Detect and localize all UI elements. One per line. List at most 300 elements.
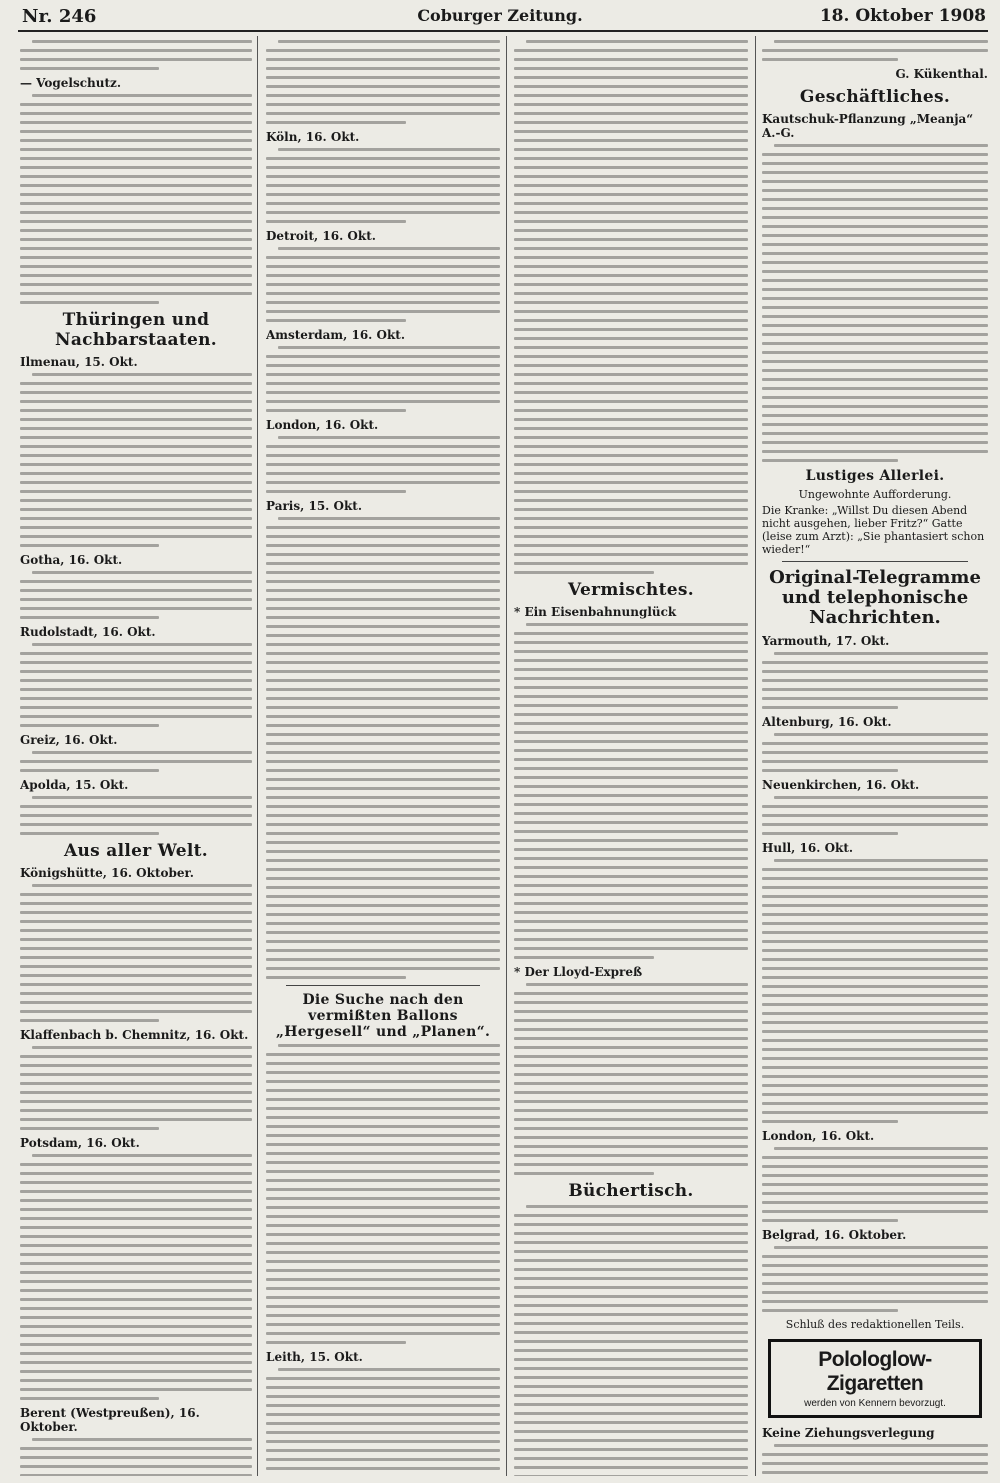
text-line xyxy=(266,607,500,610)
text-line xyxy=(20,238,252,241)
text-line xyxy=(762,1309,898,1312)
text-line xyxy=(514,902,748,905)
text-line xyxy=(266,868,500,871)
text-line xyxy=(20,283,252,286)
text-line xyxy=(762,1219,898,1222)
place-dateline: Altenburg, 16. Okt. xyxy=(762,715,892,729)
text-line xyxy=(266,787,500,790)
text-line xyxy=(514,130,748,133)
text-line xyxy=(20,1091,252,1094)
text-line xyxy=(514,517,748,520)
text-line xyxy=(514,94,748,97)
text-line xyxy=(266,85,500,88)
text-line xyxy=(20,409,252,412)
text-line xyxy=(266,58,500,61)
text-line xyxy=(266,301,500,304)
text-line xyxy=(514,508,748,511)
text-line xyxy=(526,623,748,626)
place-dateline: Belgrad, 16. Oktober. xyxy=(762,1228,907,1242)
text-line xyxy=(20,832,159,835)
text-line xyxy=(762,351,988,354)
text-line xyxy=(32,571,252,574)
text-line xyxy=(20,130,252,133)
text-line xyxy=(514,292,748,295)
text-line xyxy=(762,670,988,673)
text-line xyxy=(20,418,252,421)
signature: G. Kükenthal. xyxy=(895,67,988,81)
text-line xyxy=(20,706,252,709)
text-line xyxy=(32,884,252,887)
text-line xyxy=(20,893,252,896)
text-line xyxy=(20,1073,252,1076)
joke-text: Die Kranke: „Willst Du diesen Abend nicht ausgehen, lieber Fritz?“ Gatte (leise zum Arzt): „Sie phantasiert schon wieder!“ xyxy=(762,504,985,556)
text-line xyxy=(266,355,500,358)
text-line xyxy=(20,661,252,664)
text-line xyxy=(514,310,748,313)
text-line xyxy=(514,893,748,896)
text-line xyxy=(514,1268,748,1271)
text-line xyxy=(514,1295,748,1298)
text-line xyxy=(514,1394,748,1397)
text-line xyxy=(514,857,748,860)
text-line xyxy=(266,670,500,673)
text-line xyxy=(266,202,500,205)
text-line xyxy=(20,148,252,151)
text-line xyxy=(514,328,748,331)
column-1 xyxy=(20,36,252,1476)
text-line xyxy=(762,189,988,192)
text-line xyxy=(20,1001,252,1004)
text-block xyxy=(20,884,252,1022)
text-line xyxy=(266,310,500,313)
text-line xyxy=(20,1010,252,1013)
text-line xyxy=(514,148,748,151)
text-line xyxy=(266,1053,500,1056)
divider xyxy=(782,561,968,562)
text-line xyxy=(266,184,500,187)
text-line xyxy=(514,740,748,743)
text-line xyxy=(20,67,159,70)
text-line xyxy=(20,265,252,268)
text-line xyxy=(514,758,748,761)
text-line xyxy=(514,1358,748,1361)
text-line xyxy=(514,1109,748,1112)
text-line xyxy=(762,1120,898,1123)
text-line xyxy=(514,1172,654,1175)
text-line xyxy=(774,733,988,736)
text-line xyxy=(514,454,748,457)
text-line xyxy=(266,103,500,106)
text-line xyxy=(266,931,500,934)
text-block xyxy=(762,1444,988,1476)
text-line xyxy=(266,823,500,826)
text-line xyxy=(266,382,500,385)
text-line xyxy=(266,463,500,466)
column-4 xyxy=(762,36,988,1476)
text-line xyxy=(514,238,748,241)
text-line xyxy=(762,1453,988,1456)
text-line xyxy=(762,405,988,408)
text-line xyxy=(266,850,500,853)
text-line xyxy=(20,902,252,905)
text-line xyxy=(526,40,748,43)
text-line xyxy=(762,171,988,174)
text-line xyxy=(762,931,988,934)
text-line xyxy=(514,346,748,349)
text-line xyxy=(514,1349,748,1352)
text-line xyxy=(762,1174,988,1177)
place-dateline: Greiz, 16. Okt. xyxy=(20,733,118,747)
text-block xyxy=(266,40,500,124)
text-line xyxy=(266,1224,500,1227)
text-line xyxy=(266,580,500,583)
text-line xyxy=(266,1323,500,1326)
text-line xyxy=(514,938,748,941)
text-line xyxy=(762,432,988,435)
text-line xyxy=(514,49,748,52)
text-line xyxy=(20,49,252,52)
section-aus-aller-welt: Aus aller Welt. xyxy=(64,841,208,861)
text-line xyxy=(266,859,500,862)
text-line xyxy=(514,1223,748,1226)
text-line xyxy=(762,1165,988,1168)
text-line xyxy=(514,1163,748,1166)
section-geschaeftliches: Geschäftliches. xyxy=(799,87,951,107)
text-line xyxy=(266,661,500,664)
text-line xyxy=(32,1154,252,1157)
text-line xyxy=(32,1046,252,1049)
place-dateline: London, 16. Okt. xyxy=(762,1129,875,1143)
text-line xyxy=(514,1214,748,1217)
text-line xyxy=(266,832,500,835)
text-line xyxy=(514,1475,748,1476)
text-line xyxy=(514,166,748,169)
text-line xyxy=(266,274,500,277)
text-line xyxy=(266,1296,500,1299)
text-line xyxy=(514,1046,748,1049)
text-line xyxy=(20,715,252,718)
text-line xyxy=(20,938,252,941)
text-line xyxy=(20,1109,252,1112)
text-line xyxy=(762,1264,988,1267)
text-line xyxy=(514,839,748,842)
text-line xyxy=(266,1188,500,1191)
text-line xyxy=(266,1071,500,1074)
text-line xyxy=(20,1271,252,1274)
text-line xyxy=(514,803,748,806)
text-line xyxy=(20,1370,252,1373)
text-line xyxy=(20,769,159,772)
text-line xyxy=(514,337,748,340)
text-line xyxy=(20,544,159,547)
text-line xyxy=(266,706,500,709)
text-line xyxy=(20,652,252,655)
text-line xyxy=(266,1440,500,1443)
text-line xyxy=(514,1019,748,1022)
text-line xyxy=(514,722,748,725)
text-line xyxy=(266,112,500,115)
place-dateline: Klaffenbach b. Chemnitz, 16. Okt. xyxy=(20,1028,249,1042)
text-line xyxy=(514,1055,748,1058)
text-line xyxy=(20,1474,252,1476)
text-line xyxy=(20,436,252,439)
text-line xyxy=(20,1190,252,1193)
place-dateline: Köln, 16. Okt. xyxy=(266,130,360,144)
text-line xyxy=(762,976,988,979)
text-line xyxy=(266,1116,500,1119)
text-line xyxy=(266,1305,500,1308)
text-line xyxy=(266,769,500,772)
text-line xyxy=(762,913,988,916)
text-line xyxy=(20,1199,252,1202)
text-line xyxy=(20,805,252,808)
text-line xyxy=(20,166,252,169)
text-line xyxy=(762,288,988,291)
text-line xyxy=(514,659,748,662)
text-block xyxy=(762,40,988,61)
text-line xyxy=(20,598,252,601)
text-line xyxy=(514,499,748,502)
text-line xyxy=(20,1397,159,1400)
text-line xyxy=(762,342,988,345)
text-line xyxy=(20,1334,252,1337)
text-line xyxy=(514,400,748,403)
text-line xyxy=(762,1255,988,1258)
text-line xyxy=(266,1386,500,1389)
text-line xyxy=(266,949,500,952)
text-line xyxy=(762,378,988,381)
text-line xyxy=(20,1280,252,1283)
text-line xyxy=(762,387,988,390)
text-line xyxy=(774,652,988,655)
place-dateline: Leith, 15. Okt. xyxy=(266,1350,363,1364)
text-line xyxy=(266,796,500,799)
text-line xyxy=(20,688,252,691)
text-line xyxy=(514,427,748,430)
text-line xyxy=(514,409,748,412)
text-line xyxy=(762,1093,988,1096)
text-block xyxy=(20,571,252,619)
text-line xyxy=(20,1325,252,1328)
text-line xyxy=(266,1107,500,1110)
text-line xyxy=(762,1462,988,1465)
text-line xyxy=(20,472,252,475)
text-line xyxy=(266,598,500,601)
text-line xyxy=(20,292,252,295)
text-line xyxy=(266,175,500,178)
masthead xyxy=(0,0,1000,28)
text-line xyxy=(762,895,988,898)
text-line xyxy=(762,868,988,871)
text-line xyxy=(762,1201,988,1204)
text-line xyxy=(266,1287,500,1290)
text-line xyxy=(20,121,252,124)
text-line xyxy=(20,1244,252,1247)
text-line xyxy=(514,1439,748,1442)
text-line xyxy=(762,1003,988,1006)
text-line xyxy=(266,1251,500,1254)
text-line xyxy=(20,445,252,448)
text-line xyxy=(20,589,252,592)
text-block xyxy=(20,643,252,727)
text-line xyxy=(266,1377,500,1380)
text-line xyxy=(266,67,500,70)
text-line xyxy=(32,751,252,754)
text-line xyxy=(514,830,748,833)
text-line xyxy=(266,1395,500,1398)
text-line xyxy=(514,1145,748,1148)
text-line xyxy=(514,67,748,70)
text-line xyxy=(774,1246,988,1249)
text-line xyxy=(762,1048,988,1051)
text-line xyxy=(762,423,988,426)
text-line xyxy=(514,866,748,869)
text-line xyxy=(514,1421,748,1424)
text-line xyxy=(20,274,252,277)
text-line xyxy=(266,688,500,691)
item-heading: * Ein Eisenbahnunglück xyxy=(514,605,677,619)
text-line xyxy=(762,1192,988,1195)
text-line xyxy=(762,297,988,300)
company-name: Kautschuk-Pflanzung „Meanja“ A.-G. xyxy=(762,112,974,140)
text-line xyxy=(266,1089,500,1092)
text-line xyxy=(266,211,500,214)
text-block xyxy=(514,1205,748,1476)
text-line xyxy=(514,445,748,448)
text-line xyxy=(514,1241,748,1244)
text-line xyxy=(514,1322,748,1325)
text-line xyxy=(514,526,748,529)
text-line xyxy=(514,767,748,770)
text-line xyxy=(762,58,898,61)
text-line xyxy=(20,184,252,187)
text-line xyxy=(514,1313,748,1316)
text-line xyxy=(514,650,748,653)
text-line xyxy=(266,1341,406,1344)
text-line xyxy=(514,668,748,671)
ad-brand: Polologlow-Zigaretten xyxy=(818,1348,932,1395)
text-line xyxy=(20,1352,252,1355)
text-line xyxy=(266,814,500,817)
text-line xyxy=(20,965,252,968)
text-line xyxy=(266,1458,500,1461)
text-line xyxy=(762,814,988,817)
text-block xyxy=(514,40,748,574)
text-line xyxy=(266,1278,500,1281)
place-dateline: Apolda, 15. Okt. xyxy=(20,778,129,792)
place-dateline: Königshütte, 16. Oktober. xyxy=(20,866,194,880)
text-block xyxy=(762,796,988,835)
place-dateline: Yarmouth, 17. Okt. xyxy=(762,634,890,648)
text-line xyxy=(20,697,252,700)
text-line xyxy=(514,794,748,797)
text-line xyxy=(266,877,500,880)
text-line xyxy=(20,229,252,232)
text-line xyxy=(266,283,500,286)
text-line xyxy=(266,193,500,196)
text-line xyxy=(762,1156,988,1159)
text-line xyxy=(514,1250,748,1253)
text-line xyxy=(278,1368,500,1371)
text-line xyxy=(266,472,500,475)
text-line xyxy=(762,252,988,255)
text-line xyxy=(266,220,406,223)
text-line xyxy=(266,922,500,925)
text-line xyxy=(20,256,252,259)
text-block xyxy=(266,247,500,322)
text-line xyxy=(762,459,898,462)
text-line xyxy=(20,947,252,950)
text-line xyxy=(762,1291,988,1294)
text-line xyxy=(514,1259,748,1262)
text-line xyxy=(514,1127,748,1130)
place-dateline: Berent (Westpreußen), 16. Oktober. xyxy=(20,1406,200,1434)
text-line xyxy=(20,1181,252,1184)
text-line xyxy=(20,1172,252,1175)
text-block xyxy=(266,1044,500,1344)
text-line xyxy=(266,445,500,448)
text-line xyxy=(266,1260,500,1263)
text-line xyxy=(514,695,748,698)
text-line xyxy=(762,877,988,880)
text-line xyxy=(20,983,252,986)
text-line xyxy=(266,778,500,781)
text-line xyxy=(20,193,252,196)
lottery-heading: Keine Ziehungsverlegung xyxy=(762,1426,935,1440)
text-line xyxy=(514,256,748,259)
text-block xyxy=(266,346,500,412)
text-line xyxy=(266,490,406,493)
section-buechertisch: Büchertisch. xyxy=(568,1181,694,1201)
text-line xyxy=(762,904,988,907)
text-line xyxy=(266,1206,500,1209)
text-line xyxy=(266,373,500,376)
text-line xyxy=(266,1170,500,1173)
text-line xyxy=(514,553,748,556)
text-line xyxy=(762,162,988,165)
text-line xyxy=(266,562,500,565)
text-line xyxy=(774,796,988,799)
text-line xyxy=(514,992,748,995)
text-line xyxy=(20,760,252,763)
text-line xyxy=(762,679,988,682)
text-line xyxy=(514,641,748,644)
text-line xyxy=(514,1286,748,1289)
text-line xyxy=(20,58,252,61)
text-line xyxy=(514,76,748,79)
place-dateline: Potsdam, 16. Okt. xyxy=(20,1136,140,1150)
text-block xyxy=(20,796,252,835)
text-line xyxy=(514,1367,748,1370)
notice-heading: — Vogelschutz. xyxy=(20,76,122,90)
text-line xyxy=(762,805,988,808)
text-line xyxy=(514,785,748,788)
text-line xyxy=(514,1340,748,1343)
text-line xyxy=(514,157,748,160)
text-line xyxy=(514,193,748,196)
text-block xyxy=(20,94,252,304)
text-block xyxy=(20,40,252,70)
text-block xyxy=(266,1368,500,1476)
text-line xyxy=(514,211,748,214)
text-line xyxy=(762,1012,988,1015)
text-line xyxy=(514,1331,748,1334)
text-line xyxy=(762,1030,988,1033)
text-line xyxy=(514,355,748,358)
text-line xyxy=(526,983,748,986)
text-line xyxy=(514,247,748,250)
text-line xyxy=(20,211,252,214)
